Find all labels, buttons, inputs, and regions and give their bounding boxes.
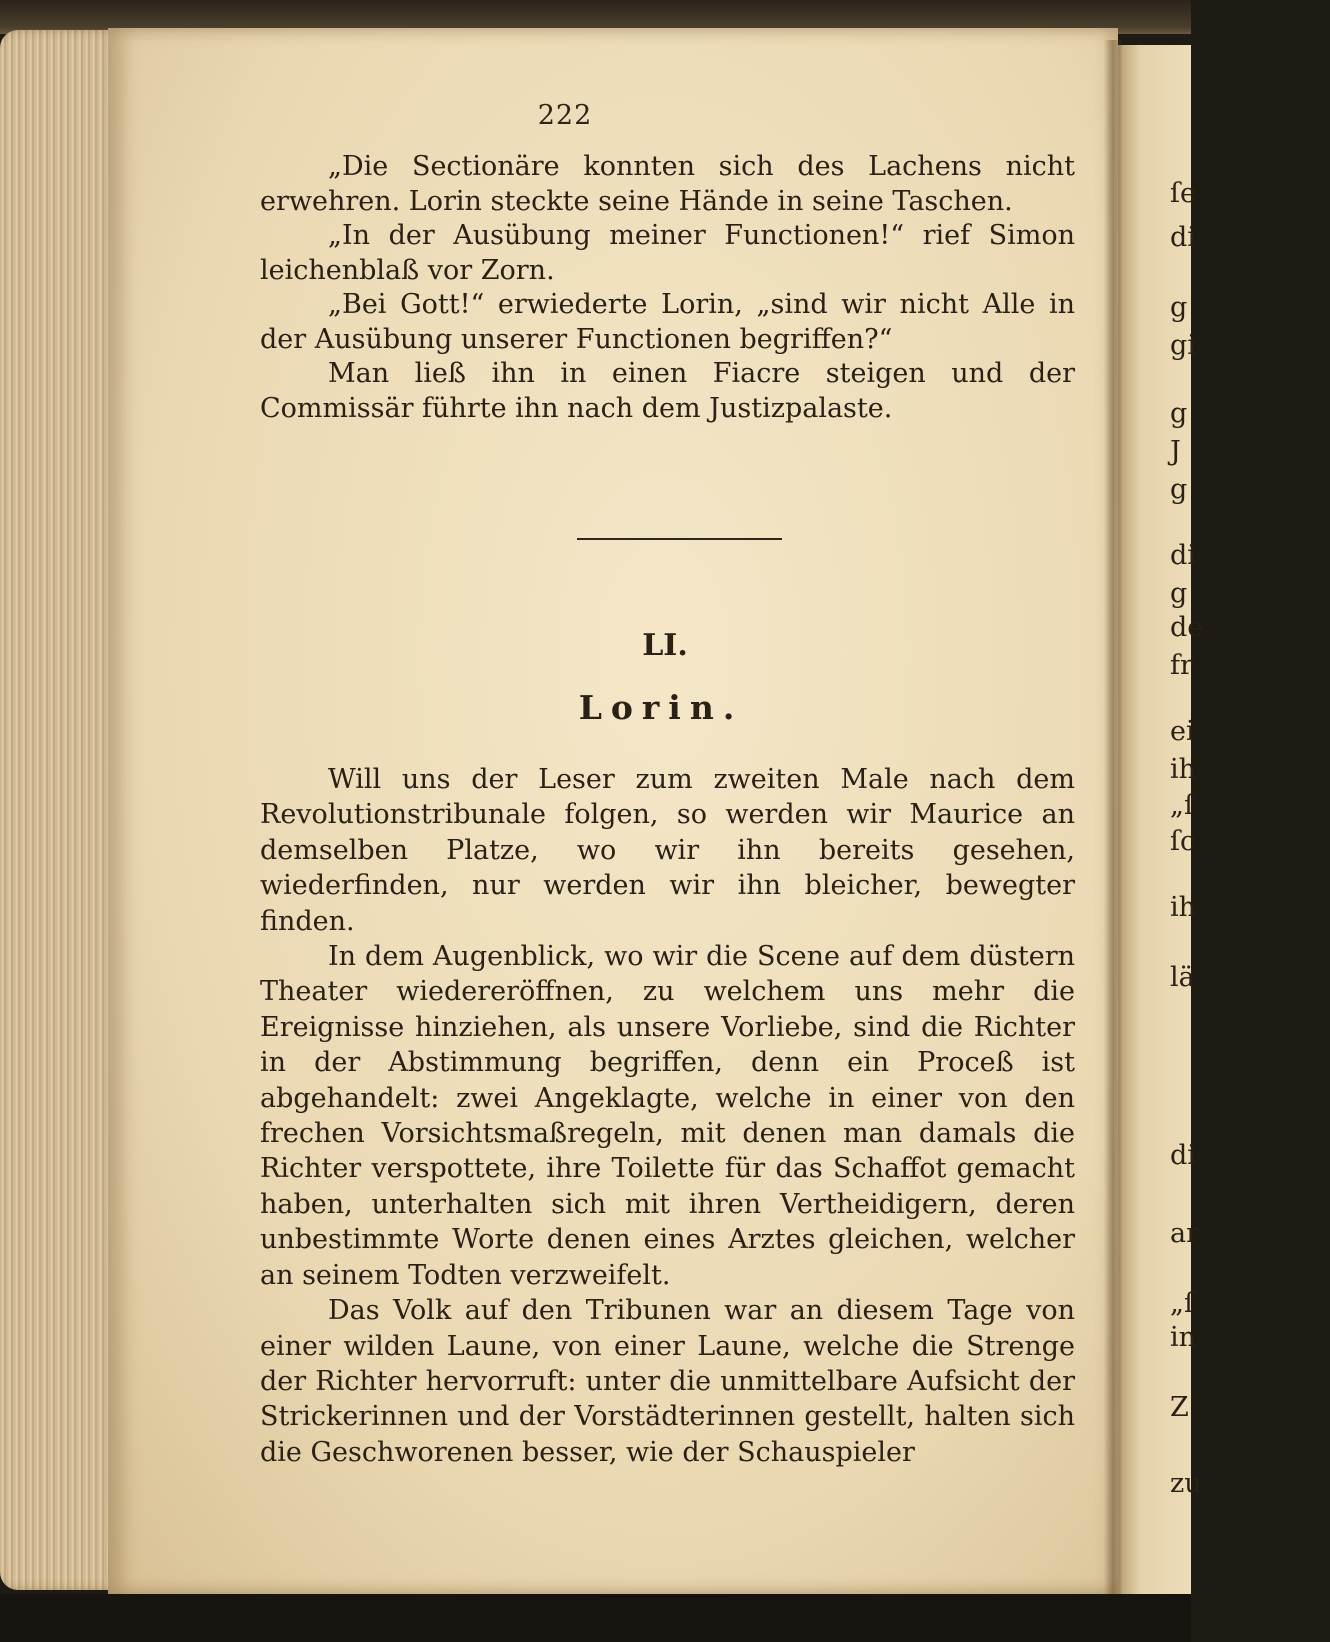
paragraph: „In der Ausübung meiner Functionen!“ rief Simon leichenblaß vor Zorn. <box>260 220 1075 286</box>
facing-page-fragment: zu <box>1170 1468 1202 1499</box>
facing-page-fragment: gi <box>1170 330 1196 361</box>
facing-page-fragment: ſc <box>1170 826 1196 857</box>
facing-page-fragment: di <box>1170 1140 1196 1171</box>
chapter-title: Lorin. <box>578 688 744 727</box>
facing-page-fragment: ar <box>1170 1218 1200 1249</box>
main-text-block <box>260 762 1075 1470</box>
facing-page-fragment: „ſ <box>1170 790 1194 821</box>
facing-page-fragment: g <box>1170 474 1188 505</box>
book-bottom-edge <box>0 1594 1191 1642</box>
facing-page-fragment: fr <box>1170 650 1193 681</box>
paragraph: Das Volk auf den Tribunen war an diesem Tage von einer wilden Laune, von einer Laune, welche die Strenge der Richter hervorruft: unter die unmittelbare Aufsicht der Strickerinnen und der Vorstädterinnen gestellt, halten sich die Geschworenen besser, wie der Schauspieler <box>260 1295 1075 1468</box>
paragraph: Man ließ ihn in einen Fiacre steigen und der Commissär führte ihn nach dem Justizpalaste. <box>260 358 1075 424</box>
facing-page-fragment: J <box>1170 436 1181 467</box>
facing-page-fragment: ſe <box>1170 178 1196 209</box>
facing-page-fragment: di <box>1170 222 1196 253</box>
facing-page-fragment: de <box>1170 612 1204 643</box>
section-divider <box>577 538 782 540</box>
top-text-block <box>260 150 1075 426</box>
paragraph: In dem Augenblick, wo wir die Scene auf dem düstern Theater wiedereröffnen, zu welchem uns mehr die Ereignisse hinziehen, als unsere Vorliebe, sind die Richter in der Abstimmung begriffen, denn ein Proceß ist abgehandelt: zwei Angeklagte, welche in einer von den frechen Vorsichtsmaßregeln, mit denen man damals die Richter verspottete, ihre Toilette für das Schaffot gemacht haben, unterhalten sich mit ihren Vertheidigern, deren unbestimmte Worte denen eines Arztes gleichen, welcher an seinem Todten verzweifelt. <box>260 941 1075 1291</box>
paragraph: „Die Sectionäre konnten sich des Lachens nicht erwehren. Lorin steckte seine Hände in seine Taschen. <box>260 151 1075 217</box>
spine-shadow <box>1104 40 1122 1606</box>
facing-page-fragment: Z <box>1170 1392 1189 1423</box>
chapter-number: LI. <box>642 628 688 663</box>
facing-page-fragment: ih <box>1170 892 1197 923</box>
facing-page-fragment: „ſ <box>1170 1288 1194 1319</box>
paragraph: „Bei Gott!“ erwiederte Lorin, „sind wir nicht Alle in der Ausübung unserer Functionen begriffen?“ <box>260 289 1075 355</box>
facing-page-fragment: g <box>1170 578 1188 609</box>
facing-page-fragment: ei <box>1170 716 1195 747</box>
paragraph: Will uns der Leser zum zweiten Male nach dem Revolutionstribunale folgen, so werden wir Maurice an demselben Platze, wo wir ihn bereits gesehen, wiederfinden, nur werden wir ihn bleicher, bewegter finden. <box>260 764 1075 937</box>
facing-page-fragment: lä <box>1170 962 1195 993</box>
facing-page-fragment: ih <box>1170 754 1197 785</box>
page-number: 222 <box>537 100 593 131</box>
facing-page-fragment: in <box>1170 1322 1197 1353</box>
right-page <box>1118 45 1191 1605</box>
facing-page-fragment: di <box>1170 540 1196 571</box>
page-edges <box>0 30 118 1590</box>
facing-page-fragment: g <box>1170 398 1188 429</box>
facing-page-fragment: g <box>1170 292 1188 323</box>
